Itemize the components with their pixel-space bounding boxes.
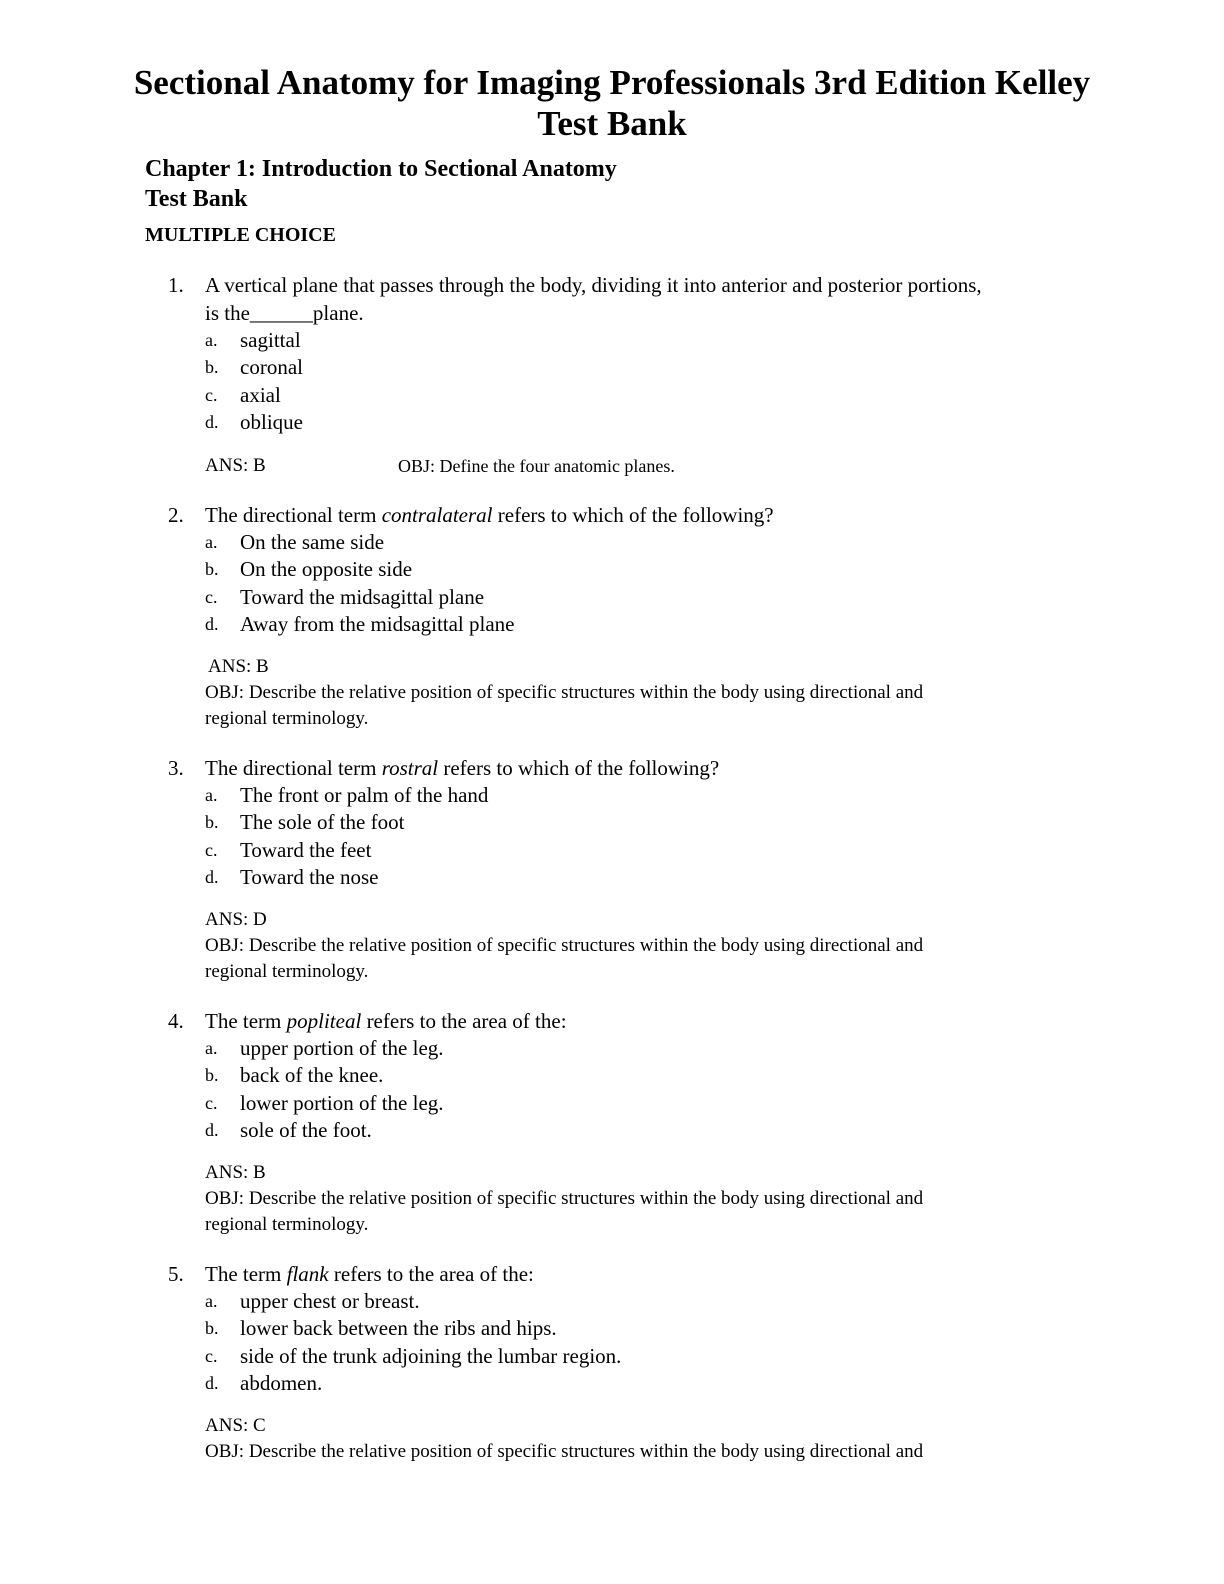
objective-line-2: regional terminology. [205, 708, 369, 730]
option-a: a. On the same side [205, 530, 385, 554]
section-heading: MULTIPLE CHOICE [145, 224, 336, 246]
objective-line-1: OBJ: Describe the relative position of specific structures within the body using directional and [205, 1441, 924, 1463]
question-1 [168, 271, 1108, 479]
title-line-2: Test Bank [537, 104, 687, 143]
question-stem: 2. The directional term contralateral refers to which of the following? [168, 503, 774, 527]
option-d: d. abdomen. [205, 1370, 323, 1395]
question-stem: 3. The directional term rostral refers to which of the following? [168, 756, 720, 780]
option-c: c. axial [205, 382, 281, 407]
answer-value: ANS: B [205, 1162, 266, 1184]
question-number: 3. [168, 756, 184, 780]
question-stem [168, 271, 1108, 327]
chapter-heading [145, 154, 617, 214]
stem-line-2: is the______plane. [205, 301, 364, 325]
question-number: 5. [168, 1262, 184, 1286]
option-a: a. The front or palm of the hand [205, 783, 489, 807]
question-3 [168, 754, 1108, 985]
option-d: d. oblique [205, 409, 303, 434]
document-title [100, 62, 1124, 144]
option-c: c. side of the trunk adjoining the lumbar region. [205, 1343, 622, 1368]
title-line-1: Sectional Anatomy for Imaging Professionals 3rd Edition Kelley [133, 63, 1091, 102]
answer-block [205, 453, 1065, 479]
stem-term: contralateral [381, 503, 493, 527]
option-d: d. sole of the foot. [205, 1117, 372, 1142]
option-b: b. lower back between the ribs and hips. [205, 1316, 557, 1341]
objective-line-2: regional terminology. [205, 1214, 369, 1236]
question-2 [168, 501, 1108, 732]
chapter-subtitle: Test Bank [145, 186, 248, 212]
answer-block [205, 1160, 1065, 1238]
objective-line-1: OBJ: Describe the relative position of specific structures within the body using directional and [205, 1188, 924, 1210]
question-5 [168, 1260, 1108, 1465]
option-d: d. Toward the nose [205, 864, 379, 889]
answer-value: ANS: B [205, 455, 266, 477]
option-a: a. sagittal [205, 328, 301, 352]
option-b: b. back of the knee. [205, 1063, 384, 1088]
chapter-title: Chapter 1: Introduction to Sectional Anatomy [145, 156, 617, 182]
question-4 [168, 1007, 1108, 1238]
objective-line-1: OBJ: Describe the relative position of specific structures within the body using directional and [205, 682, 924, 704]
option-d: d. Away from the midsagittal plane [205, 611, 515, 636]
objective-text: OBJ: Define the four anatomic planes. [398, 456, 675, 477]
option-c: c. Toward the midsagittal plane [205, 584, 485, 609]
objective-block [205, 680, 1065, 732]
option-c: c. lower portion of the leg. [205, 1090, 444, 1115]
option-a: a. upper chest or breast. [205, 1289, 420, 1313]
option-c: c. Toward the feet [205, 837, 372, 862]
stem-line-1: A vertical plane that passes through the body, dividing it into anterior and posterior portions, [205, 273, 982, 297]
question-number: 1. [168, 273, 184, 297]
answer-value: ANS: B [208, 656, 269, 678]
stem-term: rostral [381, 756, 439, 780]
answer-value: ANS: D [205, 909, 267, 931]
option-b: b. On the opposite side [205, 557, 413, 582]
option-b: b. coronal [205, 355, 303, 380]
objective-line-2: regional terminology. [205, 961, 369, 983]
question-stem: 4. The term popliteal refers to the area of the: [168, 1009, 567, 1033]
answer-block [208, 654, 1068, 680]
question-number: 2. [168, 503, 184, 527]
answer-value: ANS: C [205, 1415, 266, 1437]
answer-block [205, 1413, 1065, 1465]
objective-line-1: OBJ: Describe the relative position of specific structures within the body using directional and [205, 935, 924, 957]
stem-term: flank [286, 1262, 329, 1286]
stem-term: popliteal [286, 1009, 362, 1033]
option-a: a. upper portion of the leg. [205, 1036, 444, 1060]
question-stem: 5. The term flank refers to the area of the: [168, 1262, 534, 1286]
answer-block [205, 907, 1065, 985]
question-number: 4. [168, 1009, 184, 1033]
option-b: b. The sole of the foot [205, 810, 405, 835]
